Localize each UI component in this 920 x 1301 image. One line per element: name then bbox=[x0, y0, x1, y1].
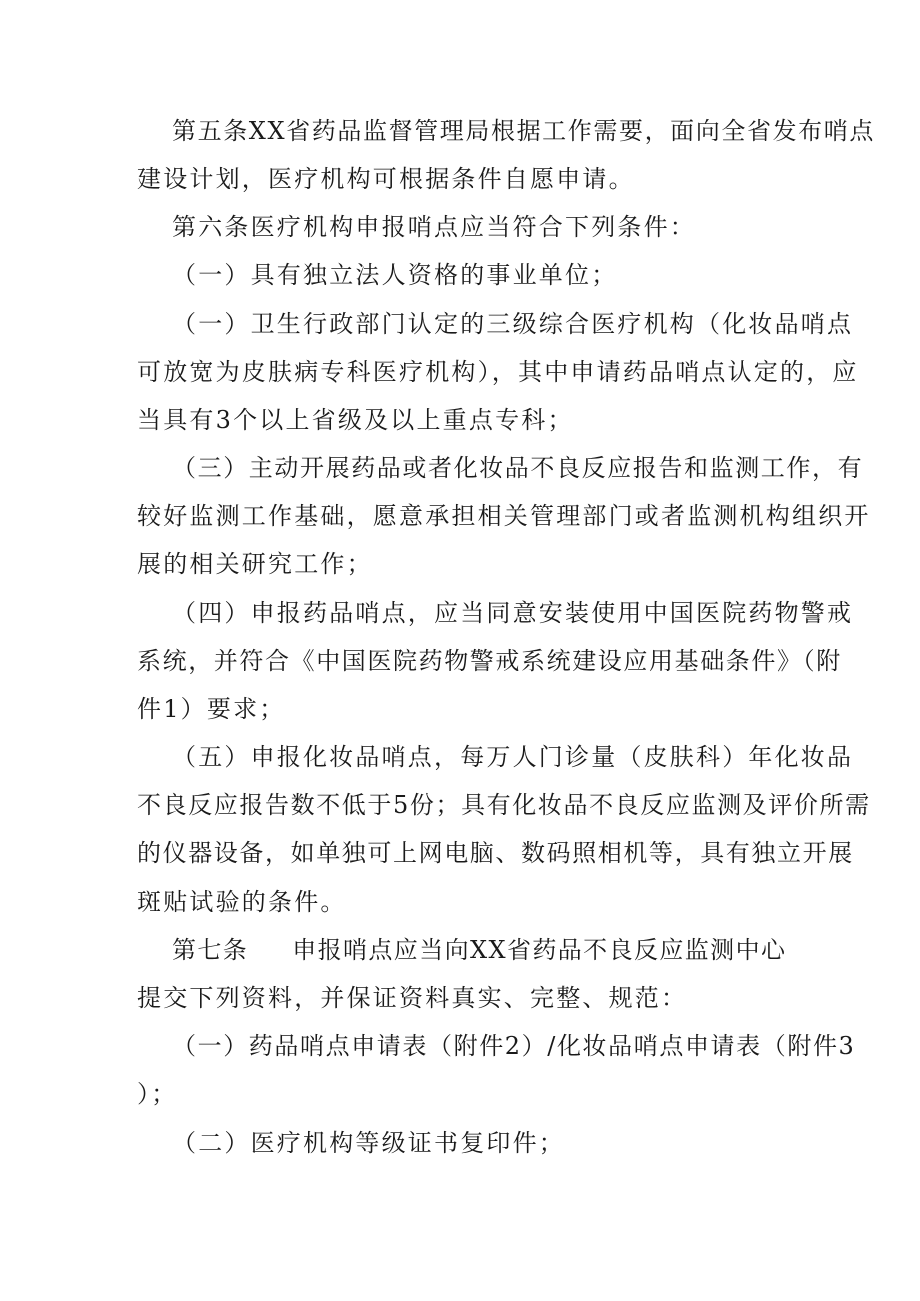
paragraph-line: 提交下列资料，并保证资料真实、完整、规范： bbox=[137, 984, 688, 1012]
article-text: 申报哨点应当向XX省药品不良反应监测中心 bbox=[292, 936, 787, 964]
list-item-line: （五）申报化妆品哨点，每万人门诊量（皮肤科）年化妆品 bbox=[172, 743, 854, 771]
list-item-line: ）； bbox=[137, 1080, 178, 1108]
list-item-line: （一）药品哨点申请表（附件2）/化妆品哨点申请表（附件3 bbox=[172, 1032, 856, 1060]
list-item-line: 当具有3个以上省级及以上重点专科； bbox=[137, 406, 574, 434]
list-item-line: 可放宽为皮肤病专科医疗机构），其中申请药品哨点认定的，应 bbox=[137, 358, 859, 386]
list-item-line: 的仪器设备，如单独可上网电脑、数码照相机等，具有独立开展 bbox=[137, 839, 854, 867]
list-item-line: 展的相关研究工作； bbox=[137, 550, 373, 578]
list-item-line: （一）卫生行政部门认定的三级综合医疗机构（化妆品哨点 bbox=[172, 310, 854, 338]
paragraph-line: 建设计划，医疗机构可根据条件自愿申请。 bbox=[137, 165, 635, 193]
paragraph-line: 第六条医疗机构申报哨点应当符合下列条件： bbox=[172, 213, 696, 241]
list-item-line: 斑贴试验的条件。 bbox=[137, 888, 347, 916]
list-item-line: （二）医疗机构等级证书复印件； bbox=[172, 1129, 565, 1157]
paragraph-line bbox=[172, 935, 786, 965]
paragraph-line: 第五条XX省药品监督管理局根据工作需要，面向全省发布哨点 bbox=[172, 117, 875, 145]
article-label: 第七条 bbox=[172, 936, 249, 964]
list-item-line: 件1）要求； bbox=[137, 695, 286, 723]
list-item-line: 系统，并符合《中国医院药物警戒系统建设应用基础条件》（附 bbox=[137, 647, 842, 675]
list-item-line: 较好监测工作基础，愿意承担相关管理部门或者监测机构组织开 bbox=[137, 502, 871, 530]
list-item-line: （四）申报药品哨点，应当同意安装使用中国医院药物警戒 bbox=[172, 599, 854, 627]
list-item-line: 不良反应报告数不低于5份；具有化妆品不良反应监测及评价所需 bbox=[137, 791, 871, 819]
list-item-line: （三）主动开展药品或者化妆品不良反应报告和监测工作，有 bbox=[172, 454, 864, 482]
list-item-line: （一）具有独立法人资格的事业单位； bbox=[172, 261, 618, 289]
